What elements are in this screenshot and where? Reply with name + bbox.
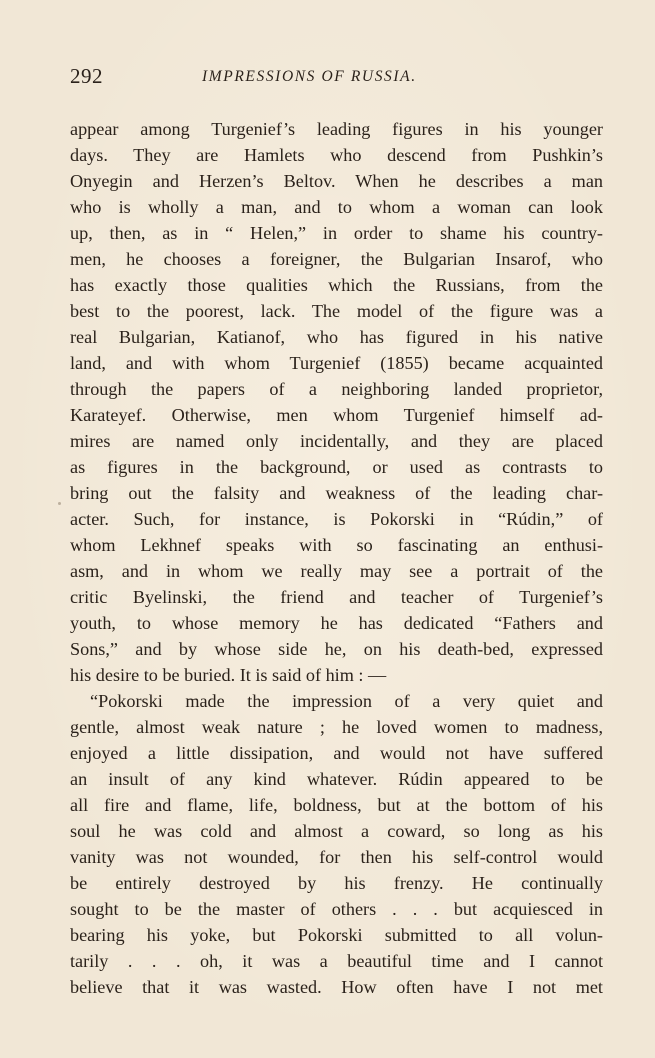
paper-speck <box>58 502 61 505</box>
text-line: mires are named only incidentally, and they are placed <box>70 431 603 451</box>
text-line: be entirely destroyed by his frenzy. He continually <box>70 873 603 893</box>
text-line: an insult of any kind whatever. Rúdin appeared to be <box>70 769 603 789</box>
text-line: appear among Turgenief’s leading figures in his younger <box>70 119 603 139</box>
body-text <box>70 116 603 1000</box>
text-line: through the papers of a neighboring landed proprietor, <box>70 379 603 399</box>
text-line: asm, and in whom we really may see a portrait of the <box>70 561 603 581</box>
text-line: his desire to be buried. It is said of him : — <box>70 665 387 685</box>
text-line: land, and with whom Turgenief (1855) became acquainted <box>70 353 603 373</box>
text-line: Onyegin and Herzen’s Beltov. When he describes a man <box>70 171 603 191</box>
text-line: as figures in the background, or used as contrasts to <box>70 457 603 477</box>
page-number: 292 <box>70 64 103 88</box>
text-line: bearing his yoke, but Pokorski submitted to all volun- <box>70 925 603 945</box>
text-line: all fire and flame, life, boldness, but at the bottom of his <box>70 795 603 815</box>
text-line: Karateyef. Otherwise, men whom Turgenief himself ad- <box>70 405 603 425</box>
text-line: acter. Such, for instance, is Pokorski in “Rúdin,” of <box>70 509 603 529</box>
text-line: sought to be the master of others . . . but acquiesced in <box>70 899 603 919</box>
text-line: gentle, almost weak nature ; he loved women to madness, <box>70 717 603 737</box>
text-line: believe that it was wasted. How often have I not met <box>70 977 603 997</box>
text-line: soul he was cold and almost a coward, so long as his <box>70 821 603 841</box>
text-line: vanity was not wounded, for then his self-control would <box>70 847 603 867</box>
text-line: enjoyed a little dissipation, and would not have suffered <box>70 743 603 763</box>
text-line: real Bulgarian, Katianof, who has figured in his native <box>70 327 603 347</box>
text-line: Sons,” and by whose side he, on his death-bed, expressed <box>70 639 603 659</box>
text-line: youth, to whose memory he has dedicated “Fathers and <box>70 613 603 633</box>
running-head: IMPRESSIONS OF RUSSIA. <box>202 68 417 85</box>
text-line: days. They are Hamlets who descend from Pushkin’s <box>70 145 603 165</box>
text-line: who is wholly a man, and to whom a woman can look <box>70 197 603 217</box>
text-line: men, he chooses a foreigner, the Bulgarian Insarof, who <box>70 249 603 269</box>
text-line: “Pokorski made the impression of a very quiet and <box>90 691 603 711</box>
text-line: whom Lekhnef speaks with so fascinating an enthusi- <box>70 535 603 555</box>
text-line: bring out the falsity and weakness of the leading char- <box>70 483 603 503</box>
text-line: best to the poorest, lack. The model of the figure was a <box>70 301 603 321</box>
text-line: critic Byelinski, the friend and teacher of Turgenief’s <box>70 587 603 607</box>
text-line: tarily . . . oh, it was a beautiful time and I cannot <box>70 951 603 971</box>
page-header <box>70 64 603 94</box>
text-line: has exactly those qualities which the Russians, from the <box>70 275 603 295</box>
text-line: up, then, as in “ Helen,” in order to shame his country- <box>70 223 603 243</box>
